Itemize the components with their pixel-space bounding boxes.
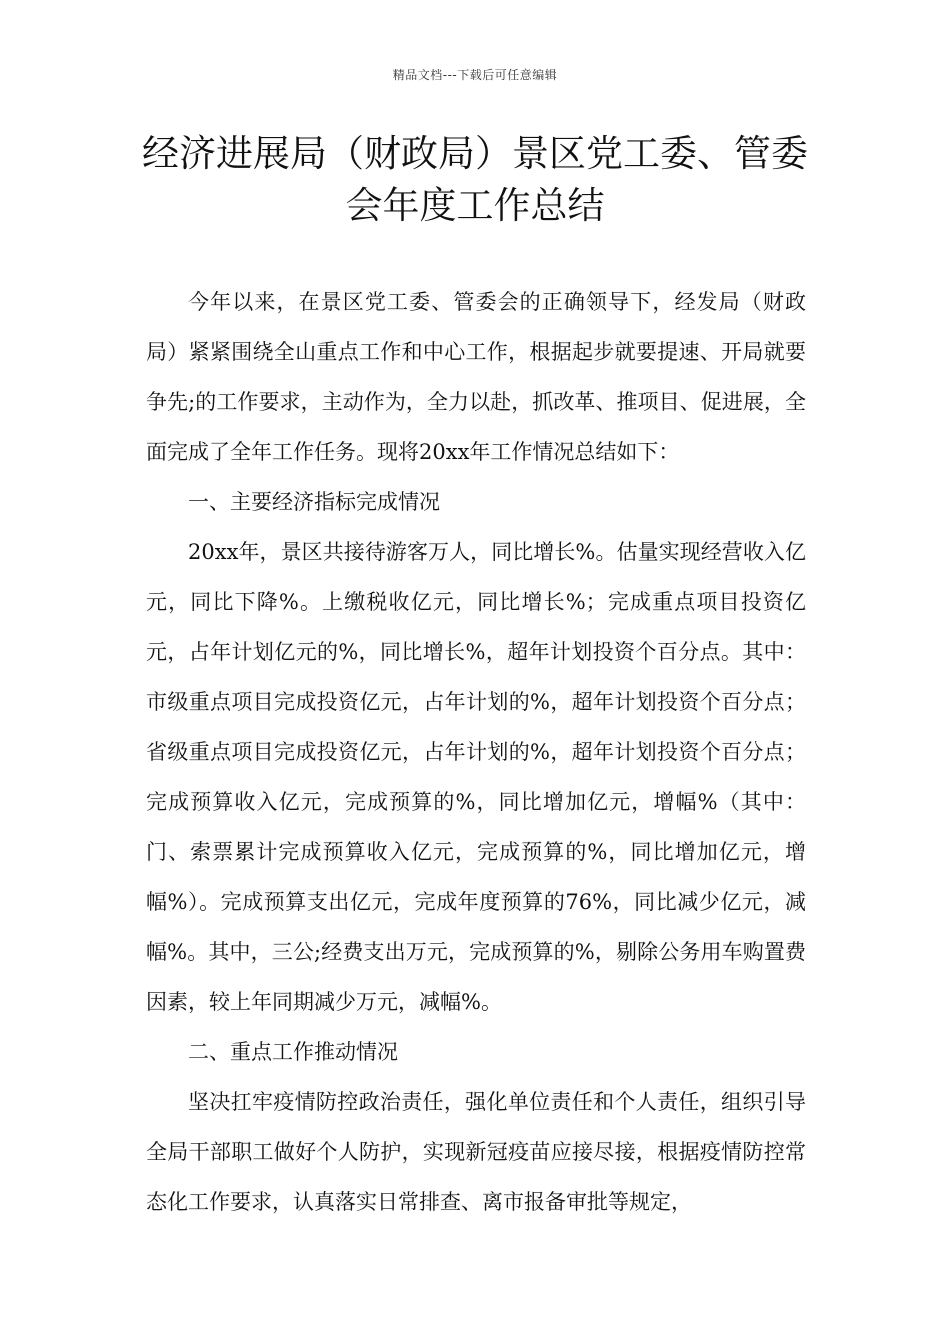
document-title: 经济进展局（财政局）景区党工委、管委会年度工作总结	[142, 132, 808, 227]
section-heading-2: 二、重点工作推动情况	[188, 1040, 398, 1064]
document-body	[146, 277, 806, 1227]
paragraph-key-work: 坚决扛牢疫情防控政治责任，强化单位责任和个人责任，组织引导全局干部职工做好个人防护，实现新冠疫苗应接尽接，根据疫情防控常态化工作要求，认真落实日常排查、离市报备审批等规定，	[146, 1090, 806, 1214]
paragraph-intro: 今年以来，在景区党工委、管委会的正确领导下，经发局（财政局）紧紧围绕全山重点工作和中心工作，根据起步就要提速、开局就要争先;的工作要求，主动作为，全力以赴，抓改革、推项目、促进展，全面完成了全年工作任务。现将20xx年工作情况总结如下：	[146, 290, 806, 464]
header-note: 精品文档---下载后可任意编辑	[392, 68, 558, 82]
section-heading-1: 一、主要经济指标完成情况	[188, 490, 440, 514]
paragraph-indicators: 20xx年，景区共接待游客万人，同比增长%。估量实现经营收入亿元，同比下降%。上缴税收亿元，同比增长%；完成重点项目投资亿元，占年计划亿元的%，同比增长%，超年计划投资个百分点。其中：市级重点项目完成投资亿元，占年计划的%，超年计划投资个百分点；省级重点项目完成投资亿元，占年计划的%，超年计划投资个百分点；完成预算收入亿元，完成预算的%，同比增加亿元，增幅%（其中：门、索票累计完成预算收入亿元，完成预算的%，同比增加亿元，增幅%）。完成预算支出亿元，完成年度预算的76%，同比减少亿元，减幅%。其中，三公;经费支出万元，完成预算的%，剔除公务用车购置费因素，较上年同期减少万元，减幅%。	[146, 540, 806, 1014]
